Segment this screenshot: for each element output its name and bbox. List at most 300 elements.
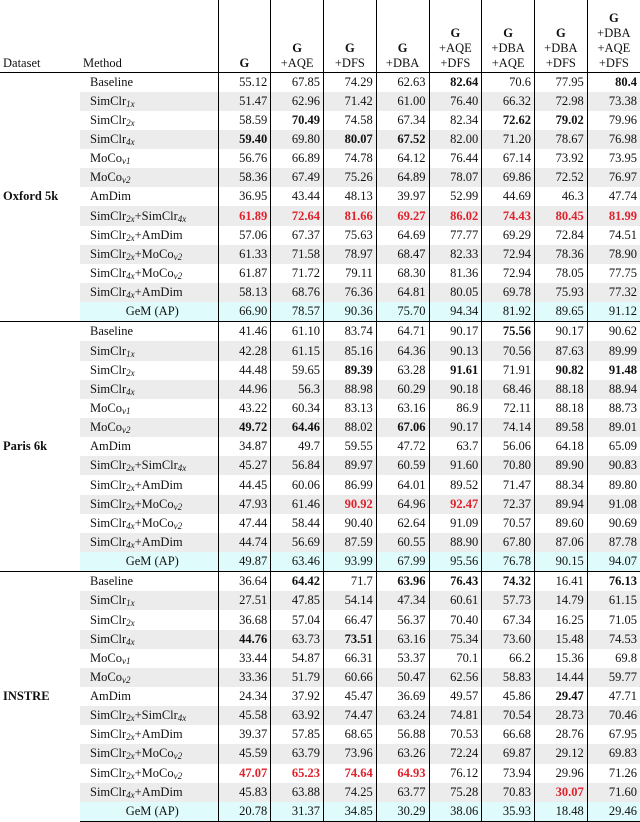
method-name: SimClr <box>90 265 127 280</box>
value-cell: 37.92 <box>271 687 324 706</box>
table-header <box>0 0 640 72</box>
value-cell: 72.37 <box>482 495 535 514</box>
value-cell: 45.59 <box>218 744 271 763</box>
header-row <box>0 0 640 72</box>
value-cell: 81.36 <box>429 264 482 283</box>
value-cell: 79.02 <box>535 111 588 130</box>
value-cell: 74.81 <box>429 706 482 725</box>
table-row <box>0 168 640 187</box>
value-cell: 56.37 <box>376 610 429 629</box>
value-cell: 85.16 <box>324 341 377 360</box>
value-cell: 79.11 <box>324 264 377 283</box>
value-cell: 73.60 <box>482 630 535 649</box>
value-cell: 66.32 <box>482 92 535 111</box>
table-row <box>0 149 640 168</box>
method-cell <box>80 552 218 572</box>
value-cell: 72.98 <box>535 92 588 111</box>
method-name: +AmDim <box>134 477 183 492</box>
method-cell <box>80 687 218 706</box>
value-cell: 76.98 <box>587 130 640 149</box>
table-row <box>0 206 640 225</box>
value-cell: 69.80 <box>271 130 324 149</box>
value-cell: 80.4 <box>587 72 640 92</box>
method-cell <box>80 168 218 187</box>
method-name: MoCo <box>90 151 122 166</box>
method-name: +MoCo <box>134 515 174 530</box>
method-cell <box>80 111 218 130</box>
value-cell: 60.61 <box>429 591 482 610</box>
value-cell: 74.58 <box>324 111 377 130</box>
method-subscript: 2x <box>126 732 135 743</box>
value-cell: 67.14 <box>482 149 535 168</box>
header-line: +AQE <box>597 40 631 55</box>
method-name: SimClr <box>90 285 127 300</box>
value-cell: 89.90 <box>535 456 588 475</box>
method-name: MoCo <box>90 170 122 185</box>
value-cell: 57.85 <box>271 725 324 744</box>
value-cell: 69.78 <box>482 283 535 302</box>
method-name: GeM (AP) <box>125 554 179 569</box>
value-cell: 55.12 <box>218 72 271 92</box>
method-name: SimClr <box>90 362 127 377</box>
value-cell: 59.40 <box>218 130 271 149</box>
method-name: SimClr <box>90 93 127 108</box>
value-cell: 63.88 <box>271 783 324 802</box>
value-cell: 45.58 <box>218 706 271 725</box>
value-cell: 78.90 <box>587 245 640 264</box>
method-name: SimClr <box>90 765 127 780</box>
value-cell: 72.64 <box>271 206 324 225</box>
value-cell: 58.36 <box>218 168 271 187</box>
method-name: Baseline <box>90 324 134 339</box>
method-subscript: 2x <box>126 482 135 493</box>
value-cell: 44.74 <box>218 533 271 552</box>
value-cell: 47.93 <box>218 495 271 514</box>
value-cell: 46.3 <box>535 187 588 206</box>
value-cell: 24.34 <box>218 687 271 706</box>
method-name: Baseline <box>90 574 134 589</box>
method-name: SimClr <box>90 496 127 511</box>
value-cell: 90.17 <box>535 322 588 342</box>
value-cell: 89.97 <box>324 456 377 475</box>
value-cell: 44.48 <box>218 361 271 380</box>
value-cell: 73.38 <box>587 92 640 111</box>
value-cell: 36.69 <box>376 687 429 706</box>
method-cell <box>80 72 218 92</box>
value-cell: 70.83 <box>482 783 535 802</box>
value-cell: 68.46 <box>482 380 535 399</box>
value-cell: 44.96 <box>218 380 271 399</box>
value-cell: 71.05 <box>587 610 640 629</box>
table-row <box>0 456 640 475</box>
value-cell: 73.94 <box>482 764 535 783</box>
value-cell: 81.92 <box>482 302 535 322</box>
dataset-label: Paris 6k <box>0 322 80 572</box>
value-cell: 74.43 <box>482 206 535 225</box>
value-cell: 39.37 <box>218 725 271 744</box>
value-cell: 78.36 <box>535 245 588 264</box>
value-cell: 56.84 <box>271 456 324 475</box>
value-cell: 56.88 <box>376 725 429 744</box>
method-cell <box>80 264 218 283</box>
value-cell: 73.51 <box>324 630 377 649</box>
value-cell: 61.15 <box>587 591 640 610</box>
method-cell <box>80 514 218 533</box>
method-cell <box>80 283 218 302</box>
method-subscript: 2x <box>126 117 135 128</box>
value-cell: 89.99 <box>587 341 640 360</box>
value-cell: 64.12 <box>376 149 429 168</box>
header-line: Method <box>83 55 122 70</box>
method-subscript: 4x <box>177 463 187 474</box>
method-subscript: 1x <box>126 98 135 109</box>
value-cell: 71.91 <box>482 361 535 380</box>
header-line: G <box>292 40 302 55</box>
value-cell: 74.29 <box>324 72 377 92</box>
method-cell <box>80 206 218 225</box>
value-cell: 62.63 <box>376 72 429 92</box>
value-cell: 60.34 <box>271 399 324 418</box>
value-cell: 88.90 <box>429 533 482 552</box>
value-cell: 29.47 <box>535 687 588 706</box>
value-cell: 71.72 <box>271 264 324 283</box>
method-name: SimClr <box>90 612 127 627</box>
value-cell: 29.46 <box>587 802 640 822</box>
method-cell <box>80 130 218 149</box>
table-row <box>0 591 640 610</box>
value-cell: 62.56 <box>429 668 482 687</box>
value-cell: 49.7 <box>271 437 324 456</box>
value-cell: 20.78 <box>218 802 271 822</box>
table-row <box>0 706 640 725</box>
value-cell: 73.95 <box>587 149 640 168</box>
header-line: +DBA <box>491 40 525 55</box>
method-cell <box>80 187 218 206</box>
value-cell: 59.65 <box>271 361 324 380</box>
value-cell: 61.00 <box>376 92 429 111</box>
value-cell: 61.15 <box>271 341 324 360</box>
value-cell: 88.02 <box>324 418 377 437</box>
method-name: SimClr <box>90 784 127 799</box>
value-cell: 88.98 <box>324 380 377 399</box>
method-name: SimClr <box>90 708 127 723</box>
method-name: MoCo <box>90 400 122 415</box>
value-cell: 75.70 <box>376 302 429 322</box>
method-name: +SimClr <box>134 458 178 473</box>
value-cell: 45.27 <box>218 456 271 475</box>
table-row <box>0 572 640 592</box>
value-cell: 44.45 <box>218 475 271 494</box>
method-name: SimClr <box>90 477 127 492</box>
value-cell: 56.06 <box>482 437 535 456</box>
value-cell: 70.53 <box>429 725 482 744</box>
value-cell: 64.89 <box>376 168 429 187</box>
method-cell <box>80 245 218 264</box>
method-cell <box>80 764 218 783</box>
header-col-1 <box>218 0 271 72</box>
header-line: +DBA <box>544 40 578 55</box>
value-cell: 58.83 <box>482 668 535 687</box>
value-cell: 70.46 <box>587 706 640 725</box>
value-cell: 58.59 <box>218 111 271 130</box>
header-col-6 <box>482 0 535 72</box>
value-cell: 47.34 <box>376 591 429 610</box>
method-name: SimClr <box>90 515 127 530</box>
value-cell: 62.96 <box>271 92 324 111</box>
method-name: SimClr <box>90 727 127 742</box>
value-cell: 69.83 <box>587 744 640 763</box>
value-cell: 18.48 <box>535 802 588 822</box>
value-cell: 78.05 <box>535 264 588 283</box>
value-cell: 64.46 <box>271 418 324 437</box>
header-line: G <box>609 10 619 25</box>
value-cell: 91.09 <box>429 514 482 533</box>
method-cell <box>80 591 218 610</box>
header-col-2 <box>271 0 324 72</box>
table-row <box>0 514 640 533</box>
method-name: SimClr <box>90 631 127 646</box>
method-cell <box>80 149 218 168</box>
method-subscript: 2x <box>126 213 135 224</box>
value-cell: 28.73 <box>535 706 588 725</box>
method-cell <box>80 649 218 668</box>
value-cell: 86.02 <box>429 206 482 225</box>
value-cell: 78.57 <box>271 302 324 322</box>
value-cell: 89.39 <box>324 361 377 380</box>
method-cell <box>80 361 218 380</box>
value-cell: 90.36 <box>324 302 377 322</box>
value-cell: 78.07 <box>429 168 482 187</box>
value-cell: 69.27 <box>376 206 429 225</box>
method-subscript: 4x <box>126 636 135 647</box>
value-cell: 63.79 <box>271 744 324 763</box>
value-cell: 81.99 <box>587 206 640 225</box>
value-cell: 91.48 <box>587 361 640 380</box>
table-row <box>0 187 640 206</box>
method-subscript: 2x <box>126 770 135 781</box>
value-cell: 57.04 <box>271 610 324 629</box>
value-cell: 76.40 <box>429 92 482 111</box>
value-cell: 91.60 <box>429 456 482 475</box>
method-subscript: v2 <box>173 770 183 781</box>
value-cell: 27.51 <box>218 591 271 610</box>
value-cell: 52.99 <box>429 187 482 206</box>
value-cell: 90.17 <box>429 418 482 437</box>
value-cell: 90.18 <box>429 380 482 399</box>
value-cell: 59.55 <box>324 437 377 456</box>
method-name: AmDim <box>90 189 131 204</box>
value-cell: 31.37 <box>271 802 324 822</box>
header-line: Dataset <box>3 55 41 70</box>
value-cell: 44.76 <box>218 630 271 649</box>
value-cell: 75.63 <box>324 226 377 245</box>
value-cell: 63.16 <box>376 399 429 418</box>
value-cell: 90.82 <box>535 361 588 380</box>
method-subscript: 4x <box>126 789 135 800</box>
value-cell: 63.7 <box>429 437 482 456</box>
value-cell: 95.56 <box>429 552 482 572</box>
table-row <box>0 802 640 822</box>
value-cell: 86.9 <box>429 399 482 418</box>
value-cell: 72.52 <box>535 168 588 187</box>
method-subscript: v2 <box>173 251 183 262</box>
value-cell: 70.80 <box>482 456 535 475</box>
method-name: SimClr <box>90 343 127 358</box>
value-cell: 82.33 <box>429 245 482 264</box>
table-row <box>0 687 640 706</box>
value-cell: 82.00 <box>429 130 482 149</box>
value-cell: 89.58 <box>535 418 588 437</box>
method-name: +AmDim <box>134 285 183 300</box>
value-cell: 67.85 <box>271 72 324 92</box>
method-subscript: v2 <box>173 520 183 531</box>
value-cell: 69.87 <box>482 744 535 763</box>
method-cell <box>80 783 218 802</box>
method-subscript: v1 <box>121 655 131 666</box>
value-cell: 64.18 <box>535 437 588 456</box>
table-body <box>0 72 640 821</box>
table-row <box>0 264 640 283</box>
value-cell: 15.36 <box>535 649 588 668</box>
value-cell: 68.76 <box>271 283 324 302</box>
value-cell: 83.13 <box>324 399 377 418</box>
method-cell <box>80 802 218 822</box>
header-line: +DFS <box>440 55 471 70</box>
value-cell: 60.59 <box>376 456 429 475</box>
value-cell: 15.48 <box>535 630 588 649</box>
value-cell: 94.07 <box>587 552 640 572</box>
value-cell: 90.17 <box>429 322 482 342</box>
value-cell: 76.13 <box>587 572 640 592</box>
value-cell: 82.34 <box>429 111 482 130</box>
value-cell: 66.47 <box>324 610 377 629</box>
value-cell: 61.10 <box>271 322 324 342</box>
header-line: G <box>239 55 250 70</box>
value-cell: 75.93 <box>535 283 588 302</box>
method-cell <box>80 744 218 763</box>
value-cell: 73.92 <box>535 149 588 168</box>
method-subscript: 2x <box>126 367 135 378</box>
header-line: +DFS <box>545 55 576 70</box>
value-cell: 74.53 <box>587 630 640 649</box>
method-name: +AmDim <box>134 227 183 242</box>
method-name: +AmDim <box>134 534 183 549</box>
value-cell: 91.08 <box>587 495 640 514</box>
value-cell: 68.30 <box>376 264 429 283</box>
value-cell: 88.18 <box>535 399 588 418</box>
method-cell <box>80 322 218 342</box>
value-cell: 58.13 <box>218 283 271 302</box>
method-cell <box>80 725 218 744</box>
header-line: +DBA <box>597 25 631 40</box>
value-cell: 89.65 <box>535 302 588 322</box>
value-cell: 87.78 <box>587 533 640 552</box>
value-cell: 87.63 <box>535 341 588 360</box>
value-cell: 70.49 <box>271 111 324 130</box>
method-name: Baseline <box>90 74 134 89</box>
method-subscript: 4x <box>126 270 135 281</box>
method-name: AmDim <box>90 689 131 704</box>
table-row <box>0 437 640 456</box>
table-row <box>0 744 640 763</box>
value-cell: 70.40 <box>429 610 482 629</box>
value-cell: 47.74 <box>587 187 640 206</box>
value-cell: 91.61 <box>429 361 482 380</box>
value-cell: 75.34 <box>429 630 482 649</box>
value-cell: 57.73 <box>482 591 535 610</box>
table-row <box>0 283 640 302</box>
method-name: +MoCo <box>134 246 174 261</box>
header-dataset <box>0 0 80 72</box>
value-cell: 49.87 <box>218 552 271 572</box>
method-cell <box>80 418 218 437</box>
value-cell: 88.34 <box>535 475 588 494</box>
value-cell: 70.56 <box>482 341 535 360</box>
value-cell: 34.85 <box>324 802 377 822</box>
table-row <box>0 610 640 629</box>
value-cell: 49.72 <box>218 418 271 437</box>
header-line: +DFS <box>598 55 629 70</box>
value-cell: 89.52 <box>429 475 482 494</box>
method-name: SimClr <box>90 208 127 223</box>
header-method <box>80 0 218 72</box>
header-line: G <box>345 40 355 55</box>
value-cell: 81.66 <box>324 206 377 225</box>
value-cell: 72.84 <box>535 226 588 245</box>
value-cell: 44.69 <box>482 187 535 206</box>
value-cell: 61.87 <box>218 264 271 283</box>
value-cell: 76.12 <box>429 764 482 783</box>
value-cell: 74.14 <box>482 418 535 437</box>
value-cell: 67.95 <box>587 725 640 744</box>
value-cell: 77.77 <box>429 226 482 245</box>
value-cell: 61.33 <box>218 245 271 264</box>
method-name: +SimClr <box>134 708 178 723</box>
value-cell: 90.62 <box>587 322 640 342</box>
value-cell: 92.47 <box>429 495 482 514</box>
method-cell <box>80 706 218 725</box>
value-cell: 14.79 <box>535 591 588 610</box>
value-cell: 67.52 <box>376 130 429 149</box>
value-cell: 86.99 <box>324 475 377 494</box>
value-cell: 72.94 <box>482 264 535 283</box>
value-cell: 38.06 <box>429 802 482 822</box>
value-cell: 36.95 <box>218 187 271 206</box>
header-col-7 <box>535 0 588 72</box>
value-cell: 45.86 <box>482 687 535 706</box>
table-row <box>0 475 640 494</box>
value-cell: 45.83 <box>218 783 271 802</box>
value-cell: 77.95 <box>535 72 588 92</box>
header-line: +DBA <box>385 55 420 70</box>
table-row <box>0 399 640 418</box>
value-cell: 79.96 <box>587 111 640 130</box>
dataset-label: INSTRE <box>0 572 80 822</box>
value-cell: 74.64 <box>324 764 377 783</box>
value-cell: 75.28 <box>429 783 482 802</box>
header-line: G <box>503 25 513 40</box>
value-cell: 56.69 <box>271 533 324 552</box>
value-cell: 70.1 <box>429 649 482 668</box>
method-cell <box>80 572 218 592</box>
method-name: AmDim <box>90 439 131 454</box>
method-subscript: 4x <box>126 539 135 550</box>
value-cell: 28.76 <box>535 725 588 744</box>
method-subscript: v2 <box>121 674 131 685</box>
value-cell: 63.26 <box>376 744 429 763</box>
value-cell: 29.12 <box>535 744 588 763</box>
header-col-3 <box>324 0 377 72</box>
